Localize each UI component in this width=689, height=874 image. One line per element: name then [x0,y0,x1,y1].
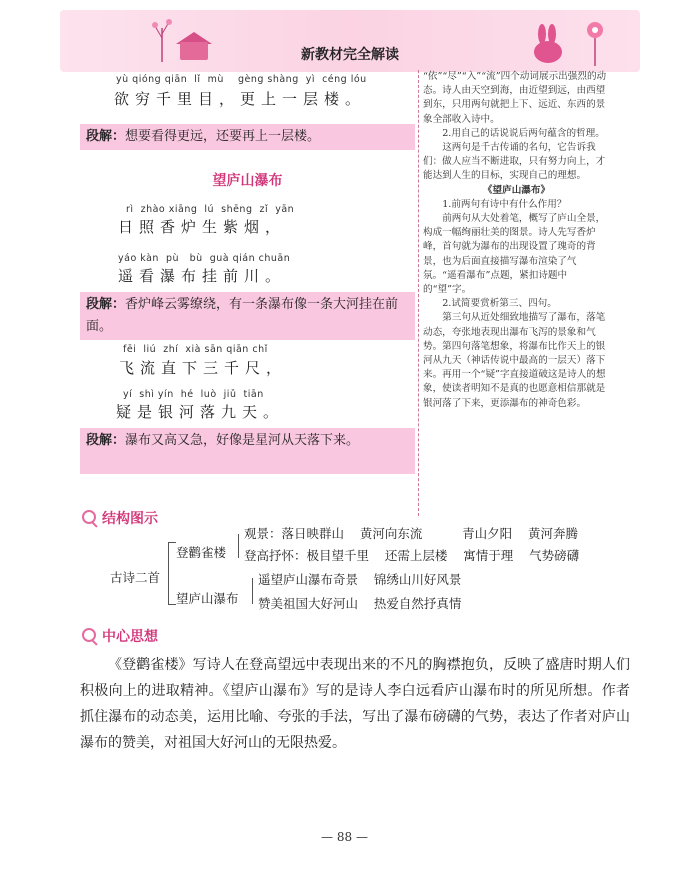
structure-poem2-b: 赞美祖国大好河山 热爱自然抒真情 [258,596,462,611]
pinyin-line: fēi liú zhí xià sān qiān chǐ [123,344,268,355]
brace-line [252,578,253,604]
poem-line: 欲穷千里目，更上一层楼。 [114,90,367,108]
poem-line: 日照香炉生紫烟， [118,218,287,236]
explanation-label: 段解： [86,129,126,144]
theme-heading [82,626,158,646]
explanation-label: 段解： [86,297,126,312]
analysis-column [418,70,610,516]
explanation-text: 香炉峰云雾缭绕，有一条瀑布像一条大河挂在前面。 [86,297,399,334]
brace-tick [168,542,176,543]
brace-line [238,534,239,558]
magnifier-icon [82,628,98,644]
header-title: 新教材完全解读 [301,47,399,63]
explanation-text: 想要看得更远，还要再上一层楼。 [125,129,321,144]
structure-poem2-a: 遥望庐山瀑布奇景 锦绣山川好风景 [258,572,462,587]
explanation-box [80,428,415,474]
poem-line: 遥看瀑布挂前川。 [118,267,287,285]
theme-heading-text: 中心思想 [102,629,158,645]
theme-body [80,652,630,756]
analysis-subtitle: 《望庐山瀑布》 [482,184,551,196]
flower-icon [580,20,610,66]
pinyin-line: rì zhào xiāng lú shēng zǐ yān [126,204,295,215]
bunny-icon [528,24,570,64]
analysis-paragraph: “依”“尽”“入”“流”四个动词展示出强烈的动态。诗人由天空到海，由近望到远，由西望到东，只用两句就把上下、远近、东西的景象全部收入诗中。 [423,71,607,125]
structure-poem2: 望庐山瀑布 [176,591,239,606]
explanation-text: 瀑布又高又急，好像是星河从天落下来。 [125,433,360,448]
brace-tick [168,604,176,605]
page-header [60,10,640,72]
explanation-label: 段解： [86,433,126,448]
poem-line: 飞流直下三千尺， [119,359,288,377]
poem-line: 疑是银河落九天。 [116,403,285,421]
explanation-box [80,292,415,340]
structure-heading [82,508,158,528]
structure-root: 古诗二首 [110,570,161,585]
poem-title: 望庐山瀑布 [212,173,283,189]
pinyin-line: yù qióng qiān lǐ mù gèng shàng yì céng lóu [116,74,367,85]
structure-heading-text: 结构图示 [102,511,158,527]
analysis-question: 2.试简要赏析第三、四句。 [442,298,557,310]
pinyin-line: yáo kàn pù bù guà qián chuān [118,253,291,264]
explanation-box [80,124,415,150]
analysis-paragraph: 前两句从大处着笔，概写了庐山全景，构成一幅绚丽壮美的图景。诗人先写香炉峰，首句就为瀑布的出现设置了瑰奇的背景，也为后面直接描写瀑布渲染了气氛。“遥看瀑布”点题，紧扣诗题中的“望”字。 [423,213,606,296]
structure-poem1-b: 登高抒怀：极目望千里 还需上层楼 寓情于理 气势磅礴 [244,548,580,563]
magnifier-icon [82,510,98,526]
analysis-question: 2.用自己的话说说后两句蕴含的哲理。 [442,127,605,139]
structure-poem1-a: 观景：落日映群山 黄河向东流 青山夕阳 黄河奔腾 [244,526,579,541]
analysis-question: 1.前两句有诗中有什么作用？ [442,198,567,210]
page-number: — 88 — [321,830,368,844]
brace-line [168,542,169,604]
analysis-paragraph: 这两句是千古传诵的名句，它告诉我们：做人应当不断进取，只有努力向上，才能达到人生的目标，实现自己的理想。 [423,142,606,182]
structure-poem1: 登鹳雀楼 [176,545,227,560]
theme-paragraph: 《登鹳雀楼》写诗人在登高望远中表现出来的不凡的胸襟抱负，反映了盛唐时期人们积极向上的进取精神。《望庐山瀑布》写的是诗人李白远看庐山瀑布时的所见所想。作者抓住瀑布的动态美，运用比喻、夸张的手法，写出了瀑布磅礴的气势，表达了作者对庐山瀑布的赞美，对祖国大好河山的无限热爱。 [80,657,630,751]
pinyin-line: yí shì yín hé luò jiǔ tiān [123,389,264,400]
analysis-paragraph: 第三句从近处细致地描写了瀑布，落笔动态，夸张地表现出瀑布飞泻的景象和气势。第四句落笔想象，将瀑布比作天上的银河从九天（神话传说中最高的一层天）落下来。再用一个“疑”字直接道破这是诗人的想象，使读者明知不是真的也愿意相信那就是银河落了下来，更添瀑布的神奇色彩。 [423,312,606,409]
structure-diagram [110,526,630,630]
